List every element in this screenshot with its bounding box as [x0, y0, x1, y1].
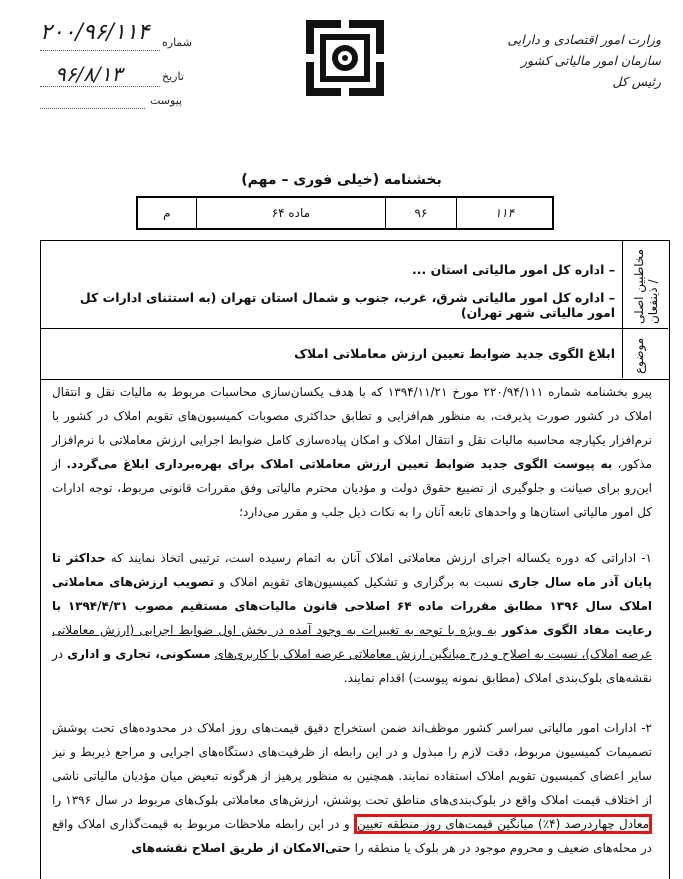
p2-part-e: به ویژه با توجه به تغییرات به وجود آمده در بخش اول ضوابط اجرایی (ارزش معاملاتی عرصه املاک)، نسبت به اصلاح و درج میانگین ارزش معاملاتی عرصه املاک با کاربری‌های [52, 623, 652, 661]
number-cell-2: ۹۶ [385, 198, 456, 228]
date-dotted-line [40, 86, 160, 87]
recipients-label: مخاطبین اصلی / ذینفعان [632, 248, 660, 324]
highlighted-rate-clause: معادل چهاردرصد (۴٪) میانگین قیمت‌های روز منطقه تعیین [354, 814, 652, 834]
p3-part-a: ۲- ادارات امور مالیاتی سراسر کشور موظف‌اند ضمن استخراج دقیق قیمت‌های روز املاک در محدوده‌های تحت پوشش تصمیمات کمیسیون مربوط، دقت لازم را مبذول و در این رابطه از ظرفیت‌های دستگاه‌های اجرایی و مراجع ذیربط و نیز سایر اعضای کمیسیون تقویم املاک استفاده نمایند. همچنین به منظور پرهیز از هرگونه تبعیض میان مؤدیان مالیاتی ناشی از اختلاف قیمت املاک واقع در بلوک‌بندی‌های مناطق تحت پوشش، ارزش‌های معاملاتی بلوک‌های مربوط در سال ۱۳۹۶ را [52, 721, 652, 807]
p3-part-b: و در این رابطه ملاحظات مربوط به قیمت‌گذاری املاک واقع در محله‌های ضعیف و محروم موجود در هر بلوک یا منطقه را [52, 817, 652, 855]
p2-part-a: ۱- اداراتی که دوره یکساله اجرای ارزش معاملاتی املاک آنان به اتمام رسیده است، ترتیبی اتخاذ نمایند که [110, 551, 652, 565]
p1-bold-statement: به پیوست الگوی جدید ضوابط تعیین ارزش معاملاتی املاک برای بهره‌برداری ابلاغ می‌گردد. [66, 457, 613, 471]
p3-part-c: حتی‌الامکان از طریق اصلاح نقشه‌های [131, 841, 351, 855]
number-dotted-line [40, 50, 160, 51]
attachment-label: پیوست [150, 94, 183, 107]
letter-date-value: ۹۶/۸/۱۳ [55, 62, 123, 86]
p2-approval-clause: تصویب ارزش‌های معاملاتی املاک سال ۱۳۹۶ مطابق مقررات ماده ۶۴ اصلاحی قانون مالیات‌های مستقیم مصوب ۱۳۹۴/۴/۳۱ با رعایت مفاد الگوی مذکور [52, 575, 653, 637]
circular-title: بخشنامه (خیلی فوری – مهم) [241, 172, 442, 188]
number-cell-4: م [163, 206, 171, 220]
p2-usage-types: مسکونی، تجاری و اداری [67, 647, 211, 661]
body-paragraph-1 [52, 380, 652, 528]
letter-number-label: شماره [162, 36, 193, 49]
number-cell-3: ماده ۶۴ [196, 198, 386, 228]
circular-number-table [136, 196, 554, 230]
ministry-name: وزارت امور اقتصادی و دارایی [507, 32, 661, 47]
position-title: رئیس کل [612, 74, 661, 89]
organization-emblem-icon [304, 18, 386, 98]
frame-divider [40, 328, 668, 329]
body-paragraph-2 [52, 546, 652, 702]
subject-label: موضوع [632, 337, 646, 374]
p1-part-c: از این‌رو برای صیانت و جلوگیری از تضییع حقوق دولت و مؤدیان محترم مالیاتی وفق مقررات قانونی مربوط، توجه ادارات کل امور مالیاتی استان‌ها و واحدهای تابعه آنان را به نکات ذیل جلب و مقرر می‌دارد؛ [52, 457, 652, 519]
p2-part-g: در نقشه‌های بلوک‌بندی املاک (مطابق نمونه پیوست) اقدام نمایند. [52, 647, 652, 685]
letter-date-label: تاریخ [162, 70, 184, 83]
attachment-dotted-line [40, 108, 145, 109]
subject-text: ابلاغ الگوی جدید ضوابط تعیین ارزش معاملاتی املاک [294, 346, 615, 361]
recipient-line-1: – اداره کل امور مالیاتی استان ... [412, 262, 615, 277]
p2-deadline: حداکثر تا پایان آذر ماه سال جاری [52, 551, 652, 589]
organization-name: سازمان امور مالیاتی کشور [521, 53, 661, 68]
frame-label-divider [622, 240, 623, 378]
body-paragraph-3 [52, 716, 652, 876]
p2-part-c: نسبت به برگزاری و تشکیل کمیسیون‌های تقویم املاک و [218, 575, 504, 589]
recipient-line-2: – اداره کل امور مالیاتی شرق، غرب، جنوب و شمال استان تهران (به استثنای ادارات کل امور مالیاتی شهر تهران) [79, 290, 615, 320]
number-cell-1: ۱۱۴ [456, 198, 552, 228]
letter-number-value: ۲۰۰/۹۶/۱۱۴ [40, 20, 150, 45]
p1-part-a: پیرو بخشنامه شماره ۲۲۰/۹۴/۱۱۱ مورخ ۱۳۹۴/۱۱/۲۱ که با هدف یکسان‌سازی محاسبات مربوط به مالیات نقل و انتقال املاک در کشور صورت پذیرفت، به منظور هم‌افزایی و تطابق حداکثری مصوبات کمیسیون‌های تقویم املاک در کشور با نرم‌افزار یکپارچه محاسبه مالیات نقل و انتقال املاک و امکان پیاده‌سازی کامل ضوابط اجرایی ارزش معاملاتی با نرم‌افزار مذکور، [52, 385, 652, 471]
ministry-header [481, 32, 661, 95]
